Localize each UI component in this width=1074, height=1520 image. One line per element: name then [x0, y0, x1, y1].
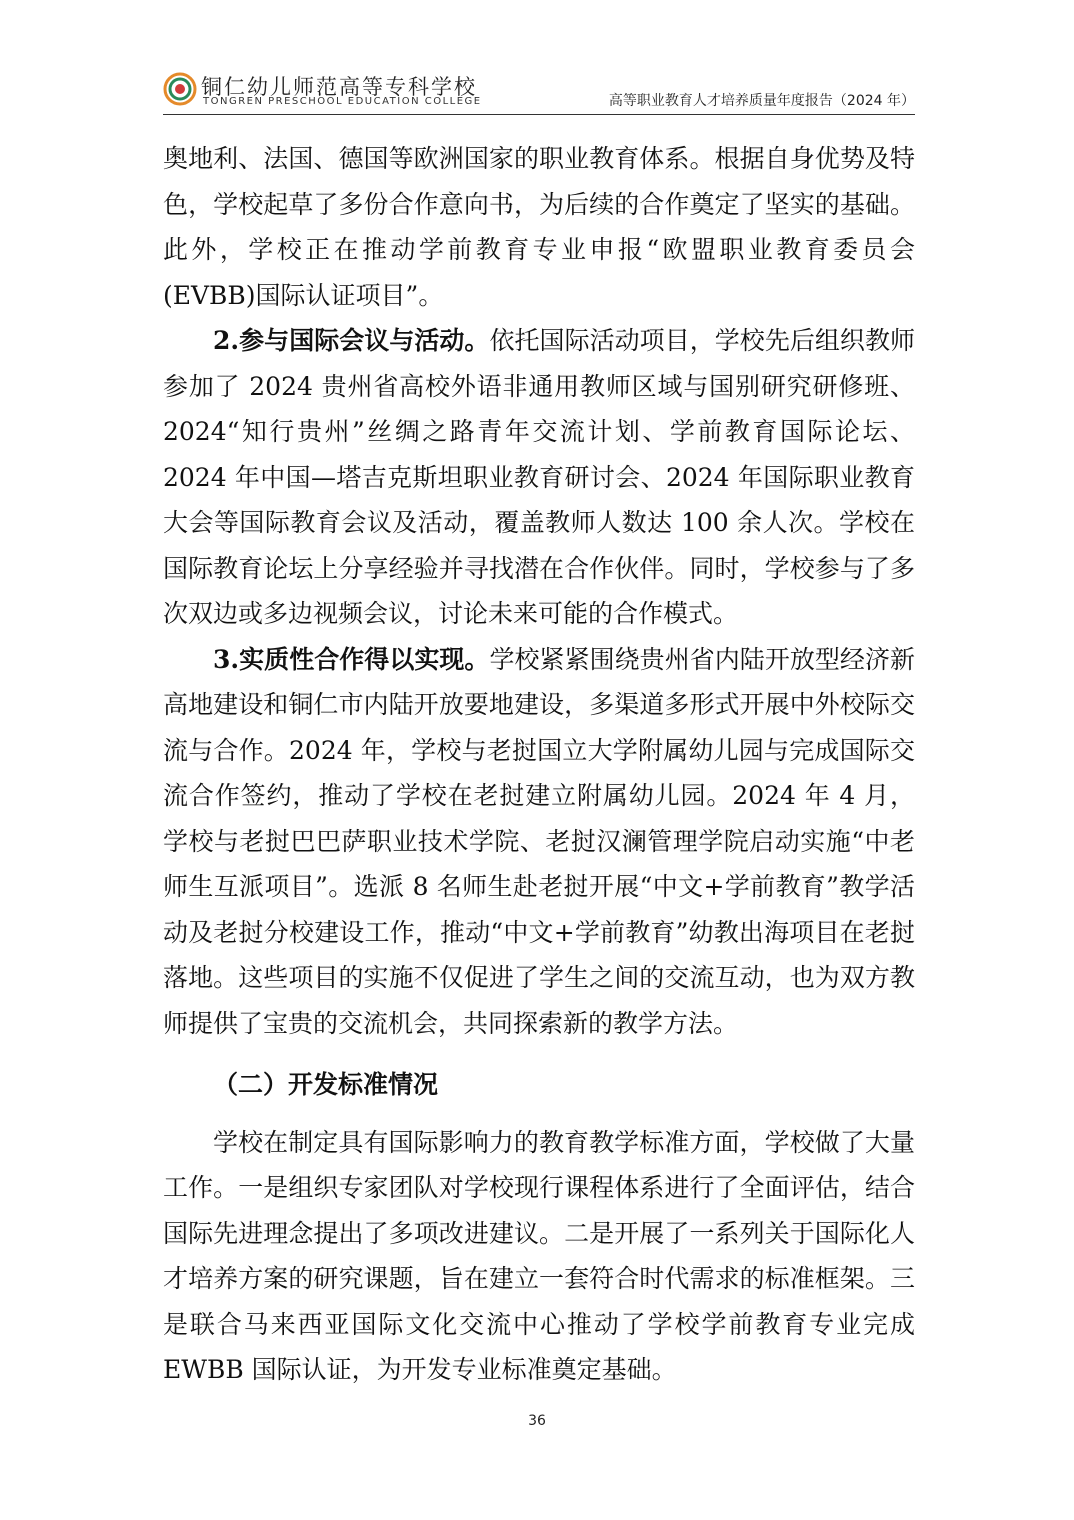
school-name-en: TONGREN PRESCHOOL EDUCATION COLLEGE — [203, 96, 482, 107]
school-logo-icon — [163, 72, 197, 106]
paragraph-2-text: 依托国际活动项目，学校先后组织教师参加了 2024 贵州省高校外语非通用教师区域与国别研究研修班、2024“知行贵州”丝绸之路青年交流计划、学前教育国际论坛、2024 年中国—塔吉克斯坦职业教育研讨会、2024 年国际职业教育大会等国际教育会议及活动，覆盖教师人数达 100 余人次。学校在国际教育论坛上分享经验并寻找潜在合作伙伴。同时，学校参与了多次双边或多边视频会议，讨论未来可能的合作模式。 — [163, 326, 915, 628]
page-header — [163, 70, 915, 115]
report-title: 高等职业教育人才培养质量年度报告（2024 年） — [608, 93, 915, 109]
school-name-cn: 铜仁幼儿师范高等专科学校 — [201, 75, 477, 99]
paragraph-3-lead: 3.实质性合作得以实现。 — [213, 644, 490, 674]
section-heading: （二）开发标准情况 — [213, 1070, 439, 1099]
paragraph-2-lead: 2.参与国际会议与活动。 — [213, 326, 490, 355]
paragraph-4: 学校在制定具有国际影响力的教育教学标准方面，学校做了大量工作。一是组织专家团队对学校现行课程体系进行了全面评估，结合国际先进理念提出了多项改进建议。二是开展了一系列关于国际化人才培养方案的研究课题，旨在建立一套符合时代需求的标准框架。三是联合马来西亚国际文化交流中心推动了学校学前教育专业完成 EWBB 国际认证，为开发专业标准奠定基础。 — [163, 1127, 915, 1384]
paragraph-2 — [163, 318, 915, 637]
paragraph-3 — [163, 637, 915, 1047]
paragraph-1: 奥地利、法国、德国等欧洲国家的职业教育体系。根据自身优势及特色，学校起草了多份合作意向书，为后续的合作奠定了坚实的基础。此外，学校正在推动学前教育专业申报“欧盟职业教育委员会(EVBB)国际认证项目”。 — [163, 144, 915, 310]
page-content — [163, 136, 915, 1393]
page-number: 36 — [528, 1413, 546, 1429]
paragraph-3-text: 学校紧紧围绕贵州省内陆开放型经济新高地建设和铜仁市内陆开放要地建设，多渠道多形式开展中外校际交流与合作。2024 年，学校与老挝国立大学附属幼儿园与完成国际交流合作签约，推动了学校在老挝建立附属幼儿园。2024 年 4 月，学校与老挝巴巴萨职业技术学院、老挝汉澜管理学院启动实施“中老师生互派项目”。选派 8 名师生赴老挝开展“中文+学前教育”教学活动及老挝分校建设工作，推动“中文+学前教育”幼教出海项目在老挝落地。这些项目的实施不仅促进了学生之间的交流互动，也为双方教师提供了宝贵的交流机会，共同探索新的教学方法。 — [163, 644, 915, 1038]
